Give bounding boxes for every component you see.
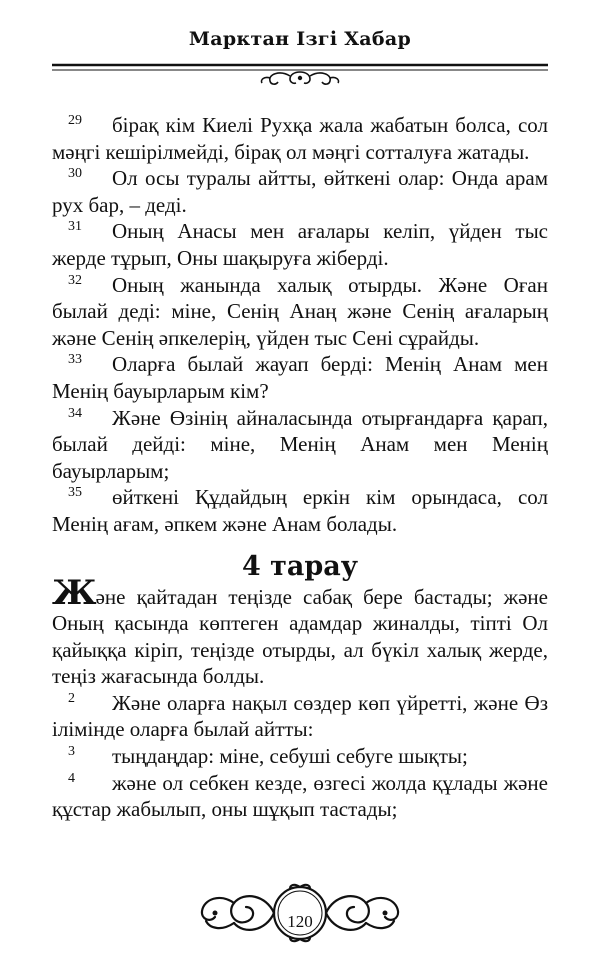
verse-3-31: 31 Оның Анасы мен ағалары келіп, үйден тыс жерде тұрып, Оны шақыруға жіберді. [52, 219, 548, 270]
verse-text: әне қайтадан теңізде сабақ бере бастады; және Оның қасында көптеген адамдар жиналды, тіпті Ол қайыққа кіріп, теңізде отырды, ал бүкіл халық жерде, теңіз жағасында болды. [52, 584, 548, 689]
drop-cap: Ж [52, 572, 96, 613]
page-number: 120 [287, 912, 313, 931]
running-header: Марктан Ізгі Хабар [188, 28, 412, 50]
verse-text: тыңдаңдар: міне, себуші себуге шықты; [112, 744, 468, 769]
verse-4-3: 3 тыңдаңдар: міне, себуші себуге шықты; [68, 744, 468, 769]
verse-3-29: 29 бірақ кім Киелі Рухқа жала жабатын болса, сол мәңгі кешірілмейді, бірақ ол мәңгі сотталуға жатады. [52, 113, 548, 164]
verse-4-4: 4 және ол себкен кезде, өзгесі жолда құлады және құстар жабылып, оны шұқып тастады; [52, 770, 548, 822]
verse-text: Оларға былай жауап берді: Менің Анам мен Менің бауырларым кім? [52, 352, 548, 403]
verse-text: өйткені Құдайдың еркін кім орындаса, сол Менің ағам, әпкем және Анам болады. [52, 485, 548, 536]
verse-text: және ол себкен кезде, өзгесі жолда құлады және құстар жабылып, оны шұқып тастады; [52, 770, 548, 822]
chapter-title: 4 тарау [241, 550, 359, 582]
verse-text: Ол осы туралы айтты, өйткені олар: Онда арам рух бар, – деді. [52, 166, 548, 217]
page-body [52, 112, 548, 823]
verse-text: бірақ кім Киелі Рухқа жала жабатын болса, сол мәңгі кешірілмейді, бірақ ол мәңгі сотталуға жатады. [52, 113, 548, 164]
verse-text: Және Өзінің айналасында отырғандарға қарап, былай дейді: міне, Менің Анам мен Менің бауырларым; [52, 405, 548, 483]
verse-text: Оның Анасы мен ағалары келіп, үйден тыс жерде тұрып, Оны шақыруға жіберді. [52, 219, 548, 270]
verse-3-34: 34 Және Өзінің айналасында отырғандарға қарап, былай дейді: міне, Менің Анам мен Менің бауырларым; [52, 405, 548, 483]
verse-3-35: 35 өйткені Құдайдың еркін кім орындаса, сол Менің ағам, әпкем және Анам болады. [52, 485, 548, 536]
verse-text: Және оларға нақыл сөздер көп үйретті, және Өз ілімінде оларға былай айтты: [52, 690, 548, 742]
verse-3-33: 33 Оларға былай жауап берді: Менің Анам мен Менің бауырларым кім? [52, 352, 548, 403]
verse-text: Оның жанында халық отырды. Және Оған былай деді: міне, Сенің Анаң және Сенің ағаларың және Сенің әпкелерің, үйден тыс Сені сұрайды. [52, 272, 548, 350]
verse-3-30: 30 Ол осы туралы айтты, өйткені олар: Онда арам рух бар, – деді. [52, 166, 548, 217]
header-ornament-rule [52, 62, 548, 86]
verse-3-32: 32 Оның жанында халық отырды. Және Оған былай деді: міне, Сенің Анаң және Сенің ағаларың және Сенің әпкелерің, үйден тыс Сені сұрайды. [52, 272, 548, 350]
verse-4-2: 2 Және оларға нақыл сөздер көп үйретті, және Өз ілімінде оларға былай айтты: [52, 690, 548, 742]
verse-4-1 [52, 572, 548, 690]
